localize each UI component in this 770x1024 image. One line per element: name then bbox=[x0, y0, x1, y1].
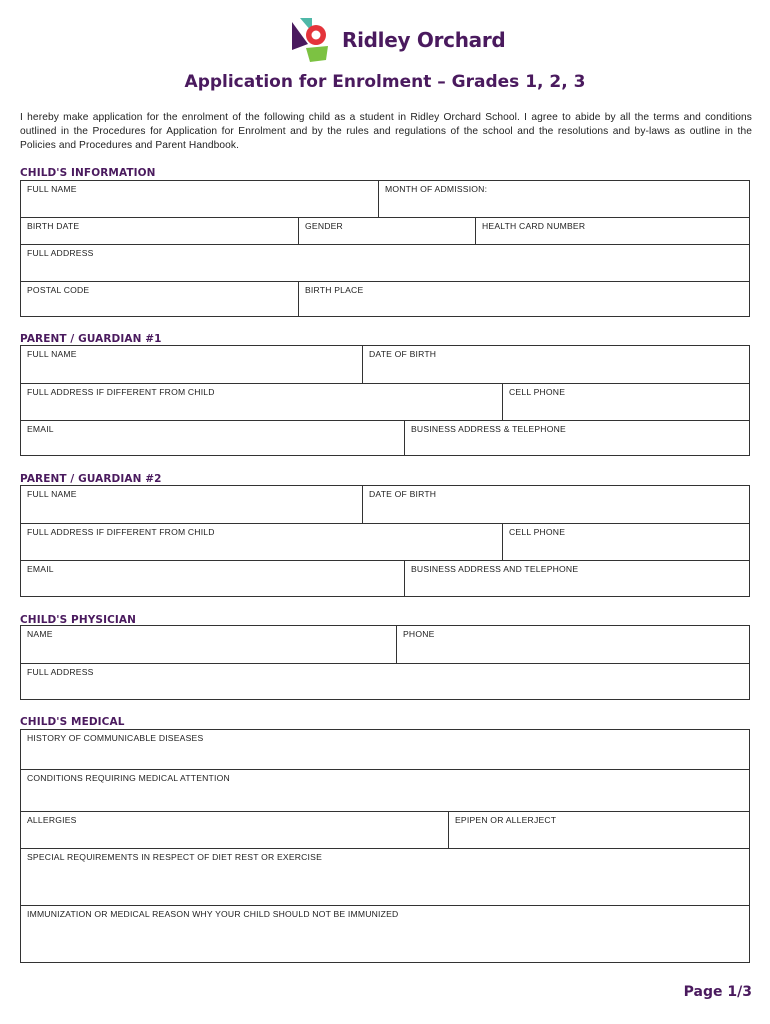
guardian-1-cell-phone-field[interactable]: CELL PHONE bbox=[502, 384, 749, 420]
medical-table bbox=[20, 729, 750, 963]
guardian-1-row-3 bbox=[21, 420, 749, 455]
logo-wordmark: Ridley Orchard bbox=[342, 28, 506, 52]
logo-mark-icon bbox=[290, 18, 336, 64]
medical-row-4 bbox=[21, 848, 749, 905]
child-row-3 bbox=[21, 244, 749, 281]
guardian-2-table bbox=[20, 485, 750, 597]
child-full-address-field[interactable]: FULL ADDRESS bbox=[27, 248, 94, 258]
intro-paragraph: I hereby make application for the enrolment of the following child as a student in Ridley Orchard School. I agree to abide by all the terms and conditions outlined in the Procedures for Application for Enrolment and by the rules and regulations of the school and the resolutions and by-laws as outline in the Policies and Procedures and Parent Handbook. bbox=[20, 112, 752, 151]
guardian-2-full-name-field[interactable]: FULL NAME bbox=[27, 489, 77, 499]
allergies-field[interactable]: ALLERGIES bbox=[27, 815, 77, 825]
section-title-physician: CHILD'S PHYSICIAN bbox=[20, 614, 137, 626]
guardian-1-row-1 bbox=[21, 346, 749, 383]
immunization-field[interactable]: IMMUNIZATION OR MEDICAL REASON WHY YOUR CHILD SHOULD NOT BE IMMUNIZED bbox=[27, 909, 399, 919]
section-title-guardian-1: PARENT / GUARDIAN #1 bbox=[20, 333, 162, 345]
guardian-1-email-field[interactable]: EMAIL bbox=[27, 424, 54, 434]
guardian-2-row-2 bbox=[21, 523, 749, 560]
physician-name-field[interactable]: NAME bbox=[27, 629, 53, 639]
postal-code-field[interactable]: POSTAL CODE bbox=[27, 285, 90, 295]
guardian-2-row-1 bbox=[21, 486, 749, 523]
section-title-child-info: CHILD'S INFORMATION bbox=[20, 167, 156, 179]
guardian-1-table bbox=[20, 345, 750, 456]
special-requirements-field[interactable]: SPECIAL REQUIREMENTS IN RESPECT OF DIET REST OR EXERCISE bbox=[27, 852, 323, 862]
medical-row-2 bbox=[21, 769, 749, 811]
month-of-admission-field[interactable]: MONTH OF ADMISSION: bbox=[378, 181, 749, 217]
physician-address-field[interactable]: FULL ADDRESS bbox=[27, 667, 94, 677]
physician-row-2 bbox=[21, 663, 749, 699]
page-number: Page 1/3 bbox=[683, 984, 752, 1000]
guardian-2-dob-field[interactable]: DATE OF BIRTH bbox=[362, 486, 749, 523]
child-row-4 bbox=[21, 281, 749, 316]
child-row-1 bbox=[21, 181, 749, 217]
section-title-medical: CHILD'S MEDICAL bbox=[20, 716, 125, 728]
physician-row-1 bbox=[21, 626, 749, 663]
guardian-2-business-field[interactable]: BUSINESS ADDRESS AND TELEPHONE bbox=[404, 561, 749, 596]
communicable-diseases-field[interactable]: HISTORY OF COMMUNICABLE DISEASES bbox=[27, 733, 204, 743]
school-logo bbox=[290, 18, 506, 64]
guardian-1-business-field[interactable]: BUSINESS ADDRESS & TELEPHONE bbox=[404, 421, 749, 455]
guardian-1-dob-field[interactable]: DATE OF BIRTH bbox=[362, 346, 749, 383]
page-title: Application for Enrolment – Grades 1, 2, 3 bbox=[184, 72, 586, 92]
child-info-table bbox=[20, 180, 750, 317]
guardian-2-email-field[interactable]: EMAIL bbox=[27, 564, 54, 574]
medical-row-1 bbox=[21, 730, 749, 769]
epipen-field[interactable]: EPIPEN OR ALLERJECT bbox=[448, 812, 749, 848]
medical-row-5 bbox=[21, 905, 749, 962]
guardian-1-row-2 bbox=[21, 383, 749, 420]
guardian-2-row-3 bbox=[21, 560, 749, 596]
guardian-2-cell-phone-field[interactable]: CELL PHONE bbox=[502, 524, 749, 560]
medical-row-3 bbox=[21, 811, 749, 848]
guardian-1-address-field[interactable]: FULL ADDRESS IF DIFFERENT FROM CHILD bbox=[27, 387, 215, 397]
medical-conditions-field[interactable]: CONDITIONS REQUIRING MEDICAL ATTENTION bbox=[27, 773, 230, 783]
gender-field[interactable]: GENDER bbox=[298, 218, 475, 244]
child-full-name-field[interactable]: FULL NAME bbox=[27, 184, 77, 194]
section-title-guardian-2: PARENT / GUARDIAN #2 bbox=[20, 473, 162, 485]
guardian-1-full-name-field[interactable]: FULL NAME bbox=[27, 349, 77, 359]
physician-table bbox=[20, 625, 750, 700]
birth-date-field[interactable]: BIRTH DATE bbox=[27, 221, 80, 231]
health-card-field[interactable]: HEALTH CARD NUMBER bbox=[475, 218, 749, 244]
child-row-2 bbox=[21, 217, 749, 244]
birth-place-field[interactable]: BIRTH PLACE bbox=[298, 282, 749, 316]
guardian-2-address-field[interactable]: FULL ADDRESS IF DIFFERENT FROM CHILD bbox=[27, 527, 215, 537]
physician-phone-field[interactable]: PHONE bbox=[396, 626, 749, 663]
